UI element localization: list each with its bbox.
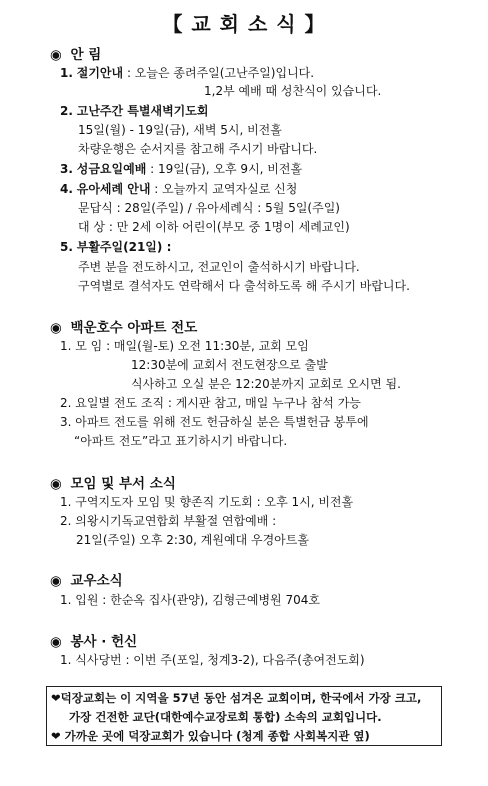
item-text: : 19일(금), 오후 9시, 비전홀 [146,162,303,176]
section-title: 백운호수 아파트 전도 [70,320,198,336]
section-heading-members [50,569,123,589]
list-item: 3. 아파트 전도를 위해 전도 헌금하실 분은 특별헌금 봉투에 [60,415,369,429]
section-title: 봉사 · 헌신 [70,634,138,650]
list-item: 식사하고 오실 분은 12:20분까지 교회로 오시면 됨. [131,377,401,391]
list-item [60,240,171,255]
list-item: 1,2부 예배 때 성찬식이 있습니다. [204,84,382,98]
list-item: 1. 구역지도자 모임 및 향존직 기도회 : 오후 1시, 비전홀 [60,495,354,509]
list-item [60,104,208,119]
section-bullet-icon: ◉ [50,573,62,589]
list-item: 문답식 : 28일(주일) / 유아세례식 : 5월 5일(주일) [78,201,340,215]
item-heading: 유아세례 안내 [76,182,151,196]
item-number: 2. [60,104,73,118]
footer-line: ❤덕장교회는 이 지역을 57년 동안 섬겨온 교회이며, 한국에서 가장 크고, [51,691,422,705]
section-title: 모임 및 부서 소식 [70,476,176,492]
list-item [60,182,297,197]
item-text: : [162,240,172,254]
item-heading: 고난주간 특별새벽기도회 [76,104,209,118]
list-item [60,66,314,81]
section-title: 안 림 [70,47,102,63]
footer-notice-box [46,686,442,746]
list-item: 21일(주일) 오후 2:30, 계원예대 우경아트홀 [76,533,309,547]
item-heading: 성금요일예배 [76,162,147,176]
list-item: 1. 입원 : 한순옥 집사(관양), 김형근예병원 704호 [60,593,320,607]
section-heading-evangelism [50,316,197,336]
item-number: 5. [60,240,73,254]
list-item: 대 상 : 만 2세 이하 어린이(부모 중 1명이 세례교인) [78,220,350,234]
page-title: 【 교 회 소 식 】 [162,12,326,36]
list-item [60,162,302,177]
list-item: 구역별로 결석자도 연락해서 다 출석하도록 해 주시기 바랍니다. [78,279,410,293]
footer-line: 가장 건전한 교단(대한예수교장로회 통합) 소속의 교회입니다. [69,710,382,724]
list-item: 15일(월) - 19일(금), 새벽 5시, 비전홀 [78,123,282,137]
footer-line: ❤ 가까운 곳에 덕장교회가 있습니다 (청계 종합 사회복지관 옆) [51,729,370,743]
section-title: 교우소식 [70,573,123,589]
section-bullet-icon: ◉ [50,47,62,63]
section-heading-groups [50,472,176,492]
item-heading: 절기안내 [76,66,124,80]
item-number: 3. [60,162,73,176]
list-item: 1. 모 임 : 매일(월-토) 오전 11:30분, 교회 모임 [60,339,309,353]
list-item: 2. 요일별 전도 조직 : 게시판 참고, 매일 누구나 참석 가능 [60,396,361,410]
list-item: 1. 식사당번 : 이번 주(포일, 청계3-2), 다음주(총여전도회) [60,653,365,667]
section-heading-announcements [50,43,101,63]
list-item: 2. 의왕시기독교연합회 부활절 연합예배 : [60,514,277,528]
item-text: : 오늘까지 교역자실로 신청 [150,182,298,196]
item-text: : 오늘은 종려주일(고난주일)입니다. [123,66,315,80]
list-item: 12:30분에 교회서 전도현장으로 출발 [131,358,328,372]
item-number: 1. [60,66,73,80]
section-bullet-icon: ◉ [50,634,62,650]
list-item: 차량운행은 순서지를 참고해 주시기 바랍니다. [78,142,318,156]
list-item: 주변 분을 전도하시고, 전교인이 출석하시기 바랍니다. [78,260,360,274]
item-heading: 부활주일(21일) [76,240,163,254]
section-bullet-icon: ◉ [50,476,62,492]
list-item: “아파트 전도”라고 표기하시기 바랍니다. [74,434,288,448]
section-bullet-icon: ◉ [50,320,62,336]
item-number: 4. [60,182,73,196]
section-heading-service [50,630,137,650]
